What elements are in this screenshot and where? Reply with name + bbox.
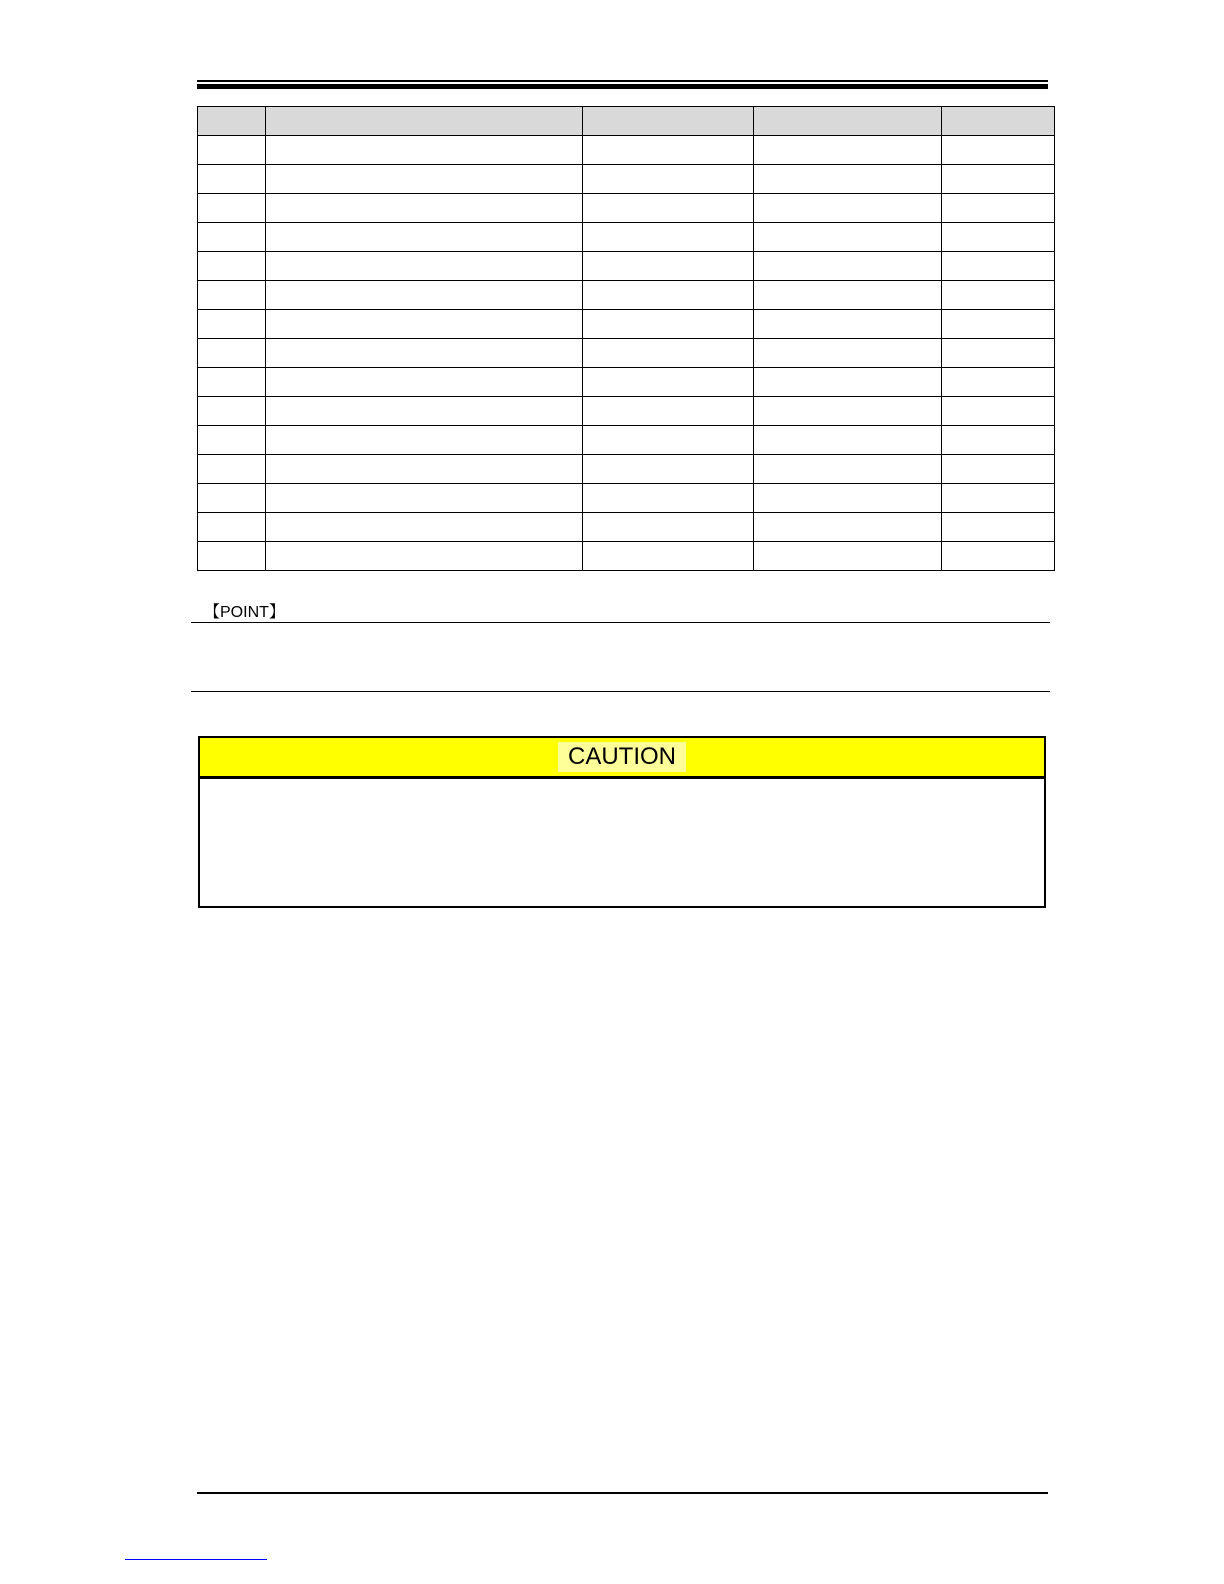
table-cell bbox=[198, 281, 266, 310]
table-header-cell bbox=[754, 107, 942, 136]
table-cell bbox=[583, 310, 754, 339]
table-cell bbox=[583, 339, 754, 368]
table-cell bbox=[583, 542, 754, 571]
table-cell bbox=[942, 368, 1055, 397]
header-rule-thin bbox=[197, 80, 1048, 82]
table-row bbox=[198, 194, 1055, 223]
table-row bbox=[198, 542, 1055, 571]
table-cell bbox=[198, 339, 266, 368]
table-cell bbox=[754, 484, 942, 513]
point-label: 【POINT】 bbox=[204, 604, 285, 621]
table-cell bbox=[942, 397, 1055, 426]
table-row bbox=[198, 310, 1055, 339]
footer-rule bbox=[197, 1492, 1048, 1494]
table-cell bbox=[942, 542, 1055, 571]
table-cell bbox=[266, 542, 583, 571]
table-cell bbox=[942, 339, 1055, 368]
table-row bbox=[198, 513, 1055, 542]
caution-body bbox=[200, 779, 1044, 906]
table-cell bbox=[583, 252, 754, 281]
footer-link-underline[interactable] bbox=[125, 1559, 267, 1560]
table-cell bbox=[266, 397, 583, 426]
table-cell bbox=[754, 368, 942, 397]
table-row bbox=[198, 455, 1055, 484]
table-cell bbox=[198, 426, 266, 455]
table-cell bbox=[583, 136, 754, 165]
table-cell bbox=[266, 513, 583, 542]
point-rule-bottom bbox=[191, 691, 1050, 692]
table-cell bbox=[942, 165, 1055, 194]
table-cell bbox=[266, 484, 583, 513]
table-cell bbox=[942, 484, 1055, 513]
header-rule-thick bbox=[197, 84, 1048, 89]
table-cell bbox=[198, 194, 266, 223]
table-cell bbox=[198, 223, 266, 252]
table-cell bbox=[266, 194, 583, 223]
table-cell bbox=[266, 223, 583, 252]
table-row bbox=[198, 484, 1055, 513]
table-row bbox=[198, 281, 1055, 310]
table-cell bbox=[583, 281, 754, 310]
table-cell bbox=[942, 252, 1055, 281]
table-body bbox=[198, 136, 1055, 571]
table-cell bbox=[198, 310, 266, 339]
table-cell bbox=[754, 455, 942, 484]
table-row bbox=[198, 368, 1055, 397]
table-cell bbox=[942, 426, 1055, 455]
table-cell bbox=[266, 426, 583, 455]
table-cell bbox=[198, 165, 266, 194]
table-cell bbox=[198, 455, 266, 484]
table-cell bbox=[754, 426, 942, 455]
table-cell bbox=[942, 136, 1055, 165]
table-cell bbox=[583, 368, 754, 397]
table-row bbox=[198, 252, 1055, 281]
table-cell bbox=[198, 397, 266, 426]
table-cell bbox=[754, 223, 942, 252]
table-cell bbox=[583, 194, 754, 223]
table-cell bbox=[266, 455, 583, 484]
table-cell bbox=[942, 310, 1055, 339]
table-row bbox=[198, 397, 1055, 426]
table-cell bbox=[754, 165, 942, 194]
table-cell bbox=[198, 513, 266, 542]
table-cell bbox=[754, 397, 942, 426]
table-cell bbox=[583, 426, 754, 455]
table-cell bbox=[583, 513, 754, 542]
table-cell bbox=[942, 281, 1055, 310]
table-cell bbox=[266, 310, 583, 339]
spec-table bbox=[197, 106, 1055, 571]
table-row bbox=[198, 426, 1055, 455]
table-header-cell bbox=[942, 107, 1055, 136]
table-cell bbox=[942, 513, 1055, 542]
table-cell bbox=[754, 194, 942, 223]
table-cell bbox=[266, 136, 583, 165]
table-cell bbox=[198, 252, 266, 281]
table-header-cell bbox=[198, 107, 266, 136]
table-header-row bbox=[198, 107, 1055, 136]
table-cell bbox=[266, 368, 583, 397]
table-cell bbox=[266, 165, 583, 194]
table-cell bbox=[266, 281, 583, 310]
table-cell bbox=[583, 397, 754, 426]
caution-title: CAUTION bbox=[558, 742, 686, 772]
table-cell bbox=[583, 223, 754, 252]
table-cell bbox=[942, 223, 1055, 252]
table-header-cell bbox=[583, 107, 754, 136]
table-row bbox=[198, 223, 1055, 252]
table-cell bbox=[942, 194, 1055, 223]
table-cell bbox=[583, 165, 754, 194]
table-cell bbox=[754, 136, 942, 165]
table-row bbox=[198, 339, 1055, 368]
table-header-cell bbox=[266, 107, 583, 136]
table-cell bbox=[754, 513, 942, 542]
table-cell bbox=[198, 542, 266, 571]
table-row bbox=[198, 165, 1055, 194]
table-cell bbox=[266, 252, 583, 281]
table-cell bbox=[198, 136, 266, 165]
table-cell bbox=[198, 368, 266, 397]
table-cell bbox=[754, 252, 942, 281]
table-cell bbox=[754, 339, 942, 368]
table-cell bbox=[266, 339, 583, 368]
table-cell bbox=[583, 484, 754, 513]
table-row bbox=[198, 136, 1055, 165]
table-cell bbox=[754, 542, 942, 571]
caution-box bbox=[198, 736, 1046, 908]
table-cell bbox=[583, 455, 754, 484]
table-cell bbox=[942, 455, 1055, 484]
table-cell bbox=[754, 281, 942, 310]
table-cell bbox=[754, 310, 942, 339]
point-rule-top bbox=[191, 622, 1050, 623]
table-cell bbox=[198, 484, 266, 513]
caution-header bbox=[200, 738, 1044, 779]
